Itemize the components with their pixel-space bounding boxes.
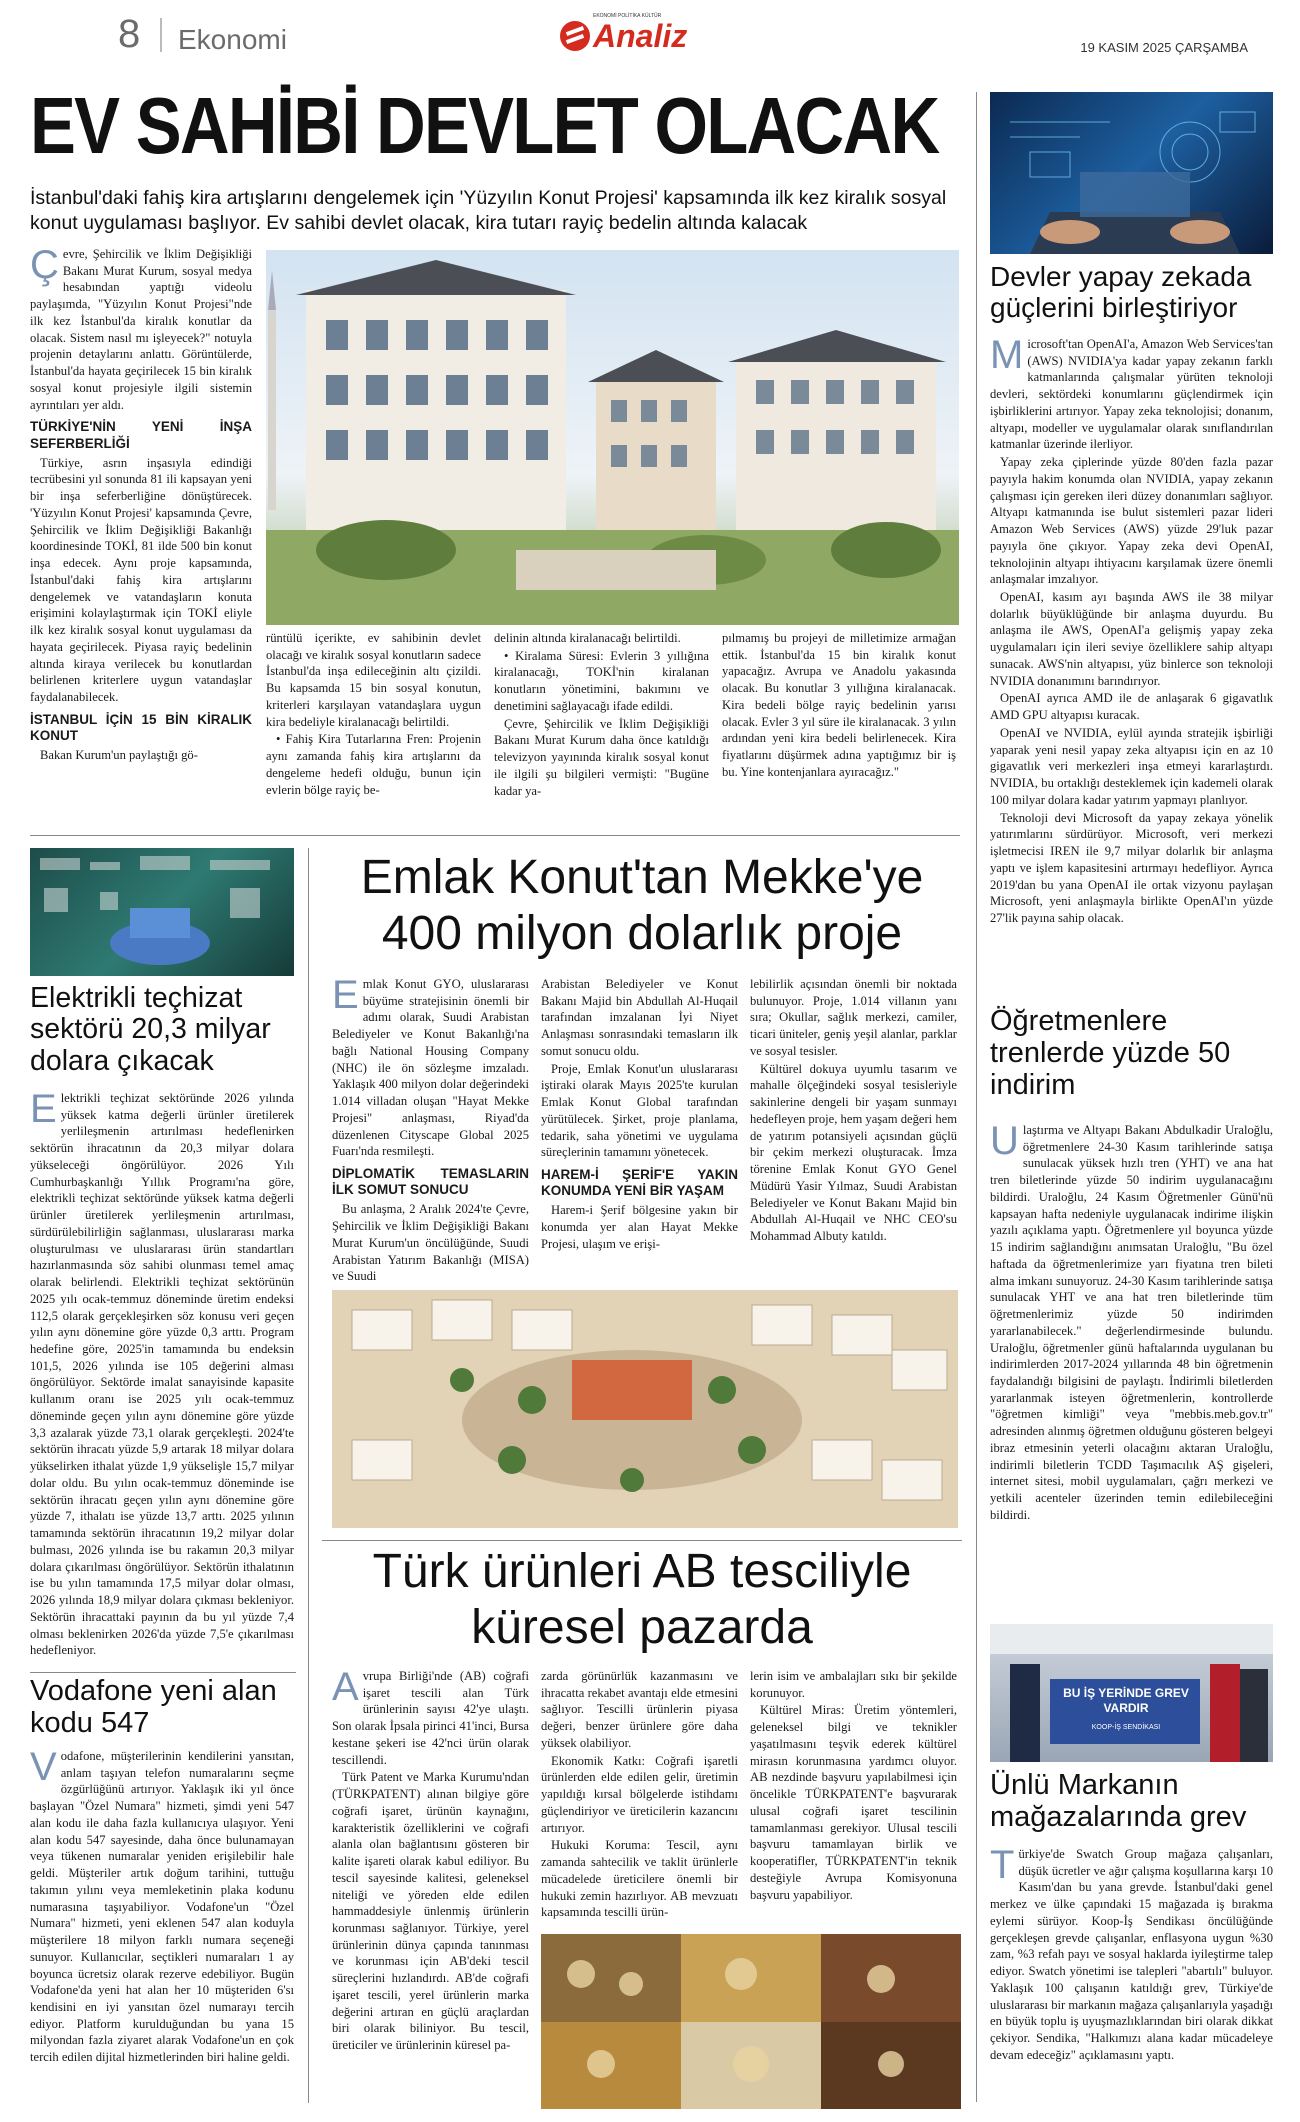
strike-sign-small: KOOP-İŞ SENDİKASI (1091, 1724, 1161, 1731)
electric-dropcap: E (30, 1087, 57, 1131)
strike-photo (990, 1624, 1273, 1762)
main-col3 (494, 630, 709, 800)
main-col1 (30, 243, 252, 765)
section-name: Ekonomi (178, 24, 287, 55)
divider-right-col (976, 92, 977, 2102)
strike-body (990, 1843, 1273, 2065)
teacher-headline: Öğretmenlere trenlerde yüzde 50 indirim (990, 1005, 1231, 1101)
strike-headline: Ünlü Markanın mağazalarında grev (990, 1769, 1247, 1833)
mecca-col3-p1: lebilirlik açısından önemli bir noktada bulunuyor. Proje, 1.014 villanın yanı sıra; Okullar, sağlık merkezi, camiler, ticari üniteler, geniş yeşil alanlar, parklar ve sosyal tesisler. (750, 977, 957, 1058)
mecca-col2-p1: Arabistan Belediyeler ve Konut Bakanı Majid bin Abdullah Al-Huqail tarafından imzalanan İyi Niyet Anlaşması sonrasındaki temasların ilk somut sonucu oldu. (541, 977, 738, 1058)
mecca-headline: Emlak Konut'tan Mekke'ye 400 milyon dolarlık proje (360, 851, 924, 960)
mecca-col1 (332, 973, 529, 1286)
food-products-photo (541, 1934, 961, 2109)
eu-col2-p1: zarda görünürlük kazanmasını ve ihracatta rekabet avantajı elde etmesini sağlıyor. Tescilli ürünlerin piyasa değeri, benzer ürünlere göre daha yüksek olabiliyor. (541, 1669, 738, 1750)
logo-mark-icon (560, 21, 590, 51)
mecca-col2-p3: Harem-i Şerif bölgesine yakın bir konumda yer alan Hayat Mekke Projesi, ulaşım ve erişi- (541, 1203, 738, 1251)
mecca-dropcap: E (332, 973, 359, 1017)
eu-headline: Türk ürünleri AB tesciliyle küresel pazarda (372, 1545, 912, 1654)
eu-col3-p2: Kültürel Miras: Üretim yöntemleri, geleneksel bilgi ve teknikler yaşatılmasını teşvik ederek kültürel mirasın korunmasına yardımcı oluyor. AB nezdinde başvuru yapılabilmesi için öncelikle TÜRKPATENT'e başvurarak ulusal coğrafi işaret tescilinin tamamlanması gerekiyor. Ulusal tescili başvuru tamamlayan birlik ve kooperatifler, TÜRKPATENT'in teknik desteğiyle Avrupa Komisyonuna başvuru yapabiliyor. (750, 1703, 957, 1902)
main-col4 (722, 630, 956, 782)
ai-p1: icrosoft'tan OpenAI'a, Amazon Web Services'tan (AWS) NVIDIA'ya kadar yapay zekanın farklı katmanlarında çalışmalar yürüten teknoloji devleri, sektördeki konumlarını güçlendirmek için işbirliklerini artırıyor. Yapay zeka teknolojisi; donanım, altyapı, modeller ve uygulamalar olarak sınıflandırılan katmanlar üzerinde ilerliyor. (990, 337, 1273, 452)
eu-col1-p1: vrupa Birliği'nde (AB) coğrafi işaret tescili alan Türk ürünlerinin sayısı 42'ye ulaştı. Son olarak İpsala pirinci 41'inci, Bursa kestane şekeri ise 42'nci ürün olarak tescillendi. (332, 1669, 529, 1767)
ai-p3: OpenAI, kasım ayı başında AWS ile 38 milyar dolarlık büyüklüğünde bir anlaşma duyurdu. Bu anlaşma ile AWS, OpenAI'a gelişmiş yapay zeka uygulamaları için ileri seviye özelliklere sahip altyapı sunacak. AWS'nin altyapısı, yüz binlerce son teknoloji NVIDIA donanımını barındırıyor. (990, 590, 1273, 688)
logo-text: Analiz (593, 18, 688, 54)
vodafone-headline: Vodafone yeni alan kodu 547 (30, 1675, 277, 1739)
main-deck: İstanbul'daki fahiş kira artışlarını dengelemek için 'Yüzyılın Konut Projesi' kapsamında ilk kez kiralık sosyal konut uygulaması başlıyor. Ev sahibi devlet olacak, kira tutarı rayiç bedelin altında kalacak (30, 187, 947, 234)
divider-left-col (308, 848, 309, 2103)
mecca-col1-p2: Bu anlaşma, 2 Aralık 2024'te Çevre, Şehircilik ve İklim Değişikliği Bakanı Murat Kurum'un öncülüğünde, Suudi Arabistan Yatırım Bakanlığı (MISA) ve Suudi (332, 1202, 529, 1284)
ai-laptop-photo (990, 92, 1273, 254)
main-col3-p1: delinin altında kiralanacağı belirtildi. (494, 631, 681, 645)
mecca-col2-p2: Proje, Emlak Konut'un uluslararası iştiraki olarak Mayıs 2025'te kurulan Emlak Konut Global tarafından yürütülecek. Şirket, proje planlama, tedarik, saha yönetimi ve uygulama süreçlerinin tamamını yönetecek. (541, 1061, 738, 1160)
eu-dropcap: A (332, 1665, 359, 1709)
mecca-subhead-1: DİPLOMATİK TEMASLARIN İLK SOMUT SONUCU (332, 1166, 529, 1198)
eu-col1-p2: Türk Patent ve Marka Kurumu'ndan (TÜRKPATENT) alınan bilgiye göre coğrafi işaret, ürünün kaynağını, karakteristik özelliklerini ve coğrafi alanla olan bağlantısını gösteren bir kalite işareti olarak kabul ediliyor. Bu tescil sayesinde kalitesi, geleneksel niteliği ve yöreden elde edilen hammaddesiyle ünlenmiş ürünlerin korunması sağlanıyor. Türkiye, yerel ürünlerinin dünya çapında tanınması ve korunması için AB'deki tescil süreçlerini hızlandırdı. AB'de coğrafi işaret tescili, yerel ürünlerin marka değerini artıran en güçlü araçlardan biri olarak biliniyor. Bu tescil, üreticiler ve ürünlerinin küresel pa- (332, 1770, 529, 2053)
main-dropcap: Ç (30, 243, 59, 287)
page-number: 8 (118, 12, 141, 56)
electronics-photo (30, 848, 294, 976)
strike-p1: ürkiye'de Swatch Group mağaza çalışanları, düşük ücretler ve ağır çalışma koşullarına karşı 10 Kasım'dan bu yana grevde. İstanbul'daki genel merkez ve ülke çapındaki 15 mağazada iş bırakma eylemi sürüyor. Koop-İş Sendikası öncülüğünde gerçekleşen grevde çalışanlar, enflasyona uygun %30 zam, %3 refah payı ve sosyal haklarda iyileştirme talep ediyor. Swatch yönetimi ise talepleri "abartılı" buluyor. Yaklaşık 100 çalışanın katıldığı grev, Türkiye'de uluslararası bir markanın mağaza çalışanlarıyla yaşadığı en büyük toplu iş uyuşmazlıklarından biri olarak dikkat çekiyor. Sendika, "Halkımızı alana kadar mücadeleye devam edeceğiz" açıklamasını yaptı. (990, 1847, 1273, 2062)
ai-headline: Devler yapay zekada güçlerini birleştiriyor (990, 261, 1252, 323)
divider-mecca-eu (322, 1540, 962, 1541)
teacher-body (990, 1119, 1273, 1525)
mecca-col1-p1: mlak Konut GYO, uluslararası büyüme stratejisinin önemli bir adımı olarak, Suudi Arabistan Belediyeler ve Konut Bakanlığı'na bağlı National Housing Company (NHC) ile ön sözleşme imzaladı. Yaklaşık 400 milyon dolar değerindeki 1.014 villadan oluşan "Hayat Mekke Projesi" anlaşması, Riyad'da düzenlenen Cityscape Global 2025 Fuarı'nda resmileşti. (332, 977, 529, 1159)
header-divider (160, 18, 162, 52)
mecca-col2 (541, 976, 738, 1254)
mecca-villas-photo (332, 1290, 958, 1528)
strike-dropcap: T (990, 1843, 1015, 1887)
strike-sign-text: BU İŞ YERİNDE GREV VARDIR (1063, 1686, 1189, 1715)
eu-col1 (332, 1665, 529, 2055)
main-col1-p1: evre, Şehircilik ve İklim Değişikliği Bakanı Murat Kurum, sosyal medya hesabından yaptığı videolu paylaşımda, "Yüzyılın Konut Projesi"nde ilk kez İstanbul'da kiralık konutlar da olacak. Sistem nasıl mı işleyecek?" notuyla projenin detaylarını anlattı. Görüntülerde, İstanbul'da hayata geçirilecek 15 bin kiralık sosyal konut projesiyle ilgili sistemin ayrıntıları yer aldı. (30, 247, 252, 412)
main-col3-p2: Çevre, Şehircilik ve İklim Değişikliği Bakanı Murat Kurum daha önce katıldığı televizyon yayınında kiralık sosyal konut ile ilgili şu bilgileri vermişti: "Bugüne kadar ya- (494, 716, 709, 798)
electric-headline: Elektrikli teçhizat sektörü 20,3 milyar dolara çıkacak (30, 982, 271, 1077)
eu-col2-p2: Ekonomik Katkı: Coğrafi işaretli ürünlerden elde edilen gelir, üretimin yapıldığı kırsal bölgelerde istihdamı güçlendiriyor ve üreticilerin kazancını artırıyor. (541, 1753, 738, 1835)
ai-body (990, 333, 1273, 928)
ai-p2: Yapay zeka çiplerinde yüzde 80'den fazla pazar payıyla hakim konumda olan NVIDIA, yapay zekanın çalışması için gereken ileri düzey donanımları sağlıyor. Altyapı katmanında ise bulut sistemleri pazar lideri Amazon Web Services (AWS) yüzde 29'luk pazar payıyla öne çıkıyor. Yapay zeka devi OpenAI, teknolojinin altyapı ihtiyacını karşılamak üzere önemli anlaşmalar imzalıyor. (990, 455, 1273, 587)
issue-date: 19 KASIM 2025 ÇARŞAMBA (1080, 40, 1248, 55)
ai-p6: Teknoloji devi Microsoft da yapay zekaya yönelik yatırımlarını sürdürüyor. Microsoft, veri merkezi işletmecisi IREN ile 9,7 milyar dolarlık bir anlaşma yaptı ve işlem kapasitesini artırmayı hedefliyor. Ayrıca 2019'dan bu yana OpenAI ile ortak vizyonu paylaşan Microsoft, yeni anlaşmayla birlikte OpenAI'ın yüzde 27'lik payına sahip olacak. (990, 810, 1273, 925)
main-col1-p3: Bakan Kurum'un paylaştığı gö- (40, 748, 198, 763)
divider-main (30, 835, 960, 836)
eu-col2 (541, 1668, 738, 1922)
mecca-col3 (750, 976, 957, 1246)
electric-body (30, 1087, 294, 1660)
vodafone-p1: odafone, müşterilerinin kendilerini yansıtan, anlam taşıyan telefon numaralarını seçme özgürlüğünü artırıyor. Yaklaşık iki yıl önce başlayan "Özel Numara" hizmeti, şimdi yeni 547 alan kodu ile daha fazla kullanıcıya ulaşıyor. Yeni alan kodu 547 sayesinde, daha önce bulunamayan veya tükenen numaralar yeniden erişilebilir hale geldi. Müşteriler artık doğum tarihini, tuttuğu takımın yılını veya memleketinin plaka kodunu numarasına taşıyabiliyor. Vodafone'un "Özel Numara" hizmeti, yeni eklenen 547 alan koduyla müşterilere 18 milyon farklı numara seçeneği sunuyor. Kullanıcılar, seçtikleri numaraları 1 ay boyunca ücretsiz olarak rezerve edebiliyor. Bugün Vodafone'da yeni hat alan her 10 müşteriden 6'sı kendisini en iyi yansıtan özel numarayı tercih ediyor. Platform kurulduğundan bu yana 15 milyondan fazla ziyaret alarak Vodafone'un en çok tercih edilen dijital hizmetlerinden biri haline geldi. (30, 1749, 294, 2065)
logo-small-text: EKONOMİ POLİTİKA KÜLTÜR (593, 13, 662, 19)
eu-col3-p1: lerin isim ve ambalajları sıkı bir şekilde korunuyor. (750, 1669, 957, 1700)
mecca-subhead-2: HAREM-İ ŞERİF'E YAKIN KONUMDA YENİ BİR YAŞAM (541, 1167, 738, 1199)
main-col2 (266, 630, 481, 799)
teacher-dropcap: U (990, 1119, 1019, 1163)
main-subhead-2: İSTANBUL İÇİN 15 BİN KİRALIK KONUT (30, 711, 252, 743)
vodafone-dropcap: V (30, 1745, 57, 1789)
vodafone-body (30, 1745, 294, 2067)
main-col1-p2: Türkiye, asrın inşasıyla edindiği tecrübesini yıl sonunda 81 ili kapsayan yeni bir inşa seferberliğine dönüştürecek. 'Yüzyılın Konut Projesi' kapsamında Çevre, Şehircilik ve İklim Değişikliği Bakanlığı koordinesinde TOKİ, 81 ilde 500 bin konut inşa edecek. Aynı proje kapsamında, İstanbul'daki fahiş kira artışlarını dengelemek ve vatandaşların konuta erişimini kolaylaştırmak için TOKİ eliyle ilk kez kiralık sosyal konut uygulaması da hayata geçirilecek. Piyasa rayiç bedelinin altında kiraya verilecek bu konutlardan belirlenen kriterlere uygun vatandaşlar faydalanabilecek. (30, 455, 252, 704)
ai-dropcap: M (990, 333, 1024, 377)
main-headline: EV SAHİBİ DEVLET OLACAK (30, 81, 939, 170)
main-col4-p1: pılmamış bu projeyi de milletimize armağan ettik. İstanbul'da 15 bin kiralık konut yapacağız. Avrupa ve Anadolu yakasında olacak. Bu konutlar 3 yıllığına kiralanacak. Kira bedeli bölge rayiç bedelinin yarısı olacak. Evler 3 yıl süre ile kiralanacak. 3 yılın ardından yeni kira bedeli belirlenecek. Kira fiyatlarını düşürmek adına yaptığımız bir iş bu. Yine kontenjanlara ayıracağız." (722, 631, 956, 779)
ai-p5: OpenAI ve NVIDIA, eylül ayında stratejik işbirliği yaparak yeni nesil yapay zeka altyapısı için en az 10 gigavatlık veri merkezleri inşa etmeyi kararlaştırdı. NVIDIA, bu ortaklığı desteklemek için kademeli olarak 100 milyar dolara kadar yatırım yapmayı planlıyor. (990, 725, 1273, 807)
mecca-col3-p2: Kültürel dokuya uyumlu tasarım ve mahalle ölçeğindeki sosyal tesisleriyle sakinlerine dengeli bir yaşam sunmayı hedefleyen proje, hem yaşam değeri hem de yatırım potansiyeli açısından güçlü bir çekim merkezi oluşturacak. İmza törenine Emlak Konut GYO Genel Müdürü Yasir Yılmaz, Suudi Arabistan Belediyeler ve Konut Bakanı Majid bin Abdullah Al-Huqail ve NHC CEO'su Mohammad Albuty katıldı. (750, 1061, 958, 1244)
masthead-logo (560, 13, 688, 54)
main-col3-bullet: • Kiralama Süresi: Evlerin 3 yıllığına kiralanacağı, TOKİ'nin kiralanan konutların yönetimini, bakımını ve denetimini sağlayacağı ifade edildi. (494, 648, 709, 713)
teacher-p1: laştırma ve Altyapı Bakanı Abdulkadir Uraloğlu, öğretmenlere 24-30 Kasım tarihlerinde satışa sunulacak yüksek hızlı tren (YHT) ve ana hat tren biletlerinde yüzde 50 indirim uygulanacağını bildirdi. Uraloğlu, 24 Kasım Öğretmenler Günü'nü kapsayan hafta nedeniyle uygulanacak indirime ilişkin yazılı açıklama yaptı. Öğretmenlere yıl boyunca yüzde 15 indirim sağlandığını anımsatan Uraloğlu, "Bu özel haftada da öğretmenlerimize yarı fiyatına tren bileti alma imkanı sunuyoruz. 24-30 Kasım tarihlerinde satışa sunulacak YHT ve ana hat tren biletlerinde tüm öğretmenlerimiz yüzde 50 indirimden yararlanabilecek." değerlendirmesinde bulundu. Uraloğlu, öğretmenler günü haftalarında uygulanan bu indirimlerden 2017-2024 yıllarında 48 bin öğretmenin faydalandığı bilgisini de paylaştı. İndirimli biletlerden yararlanmak isteyen öğretmenlerin, kontrollerde "öğretmen kimliği" veya "mebbis.meb.gov.tr" adresinden alınmış öğretmen olduğunu gösteren belgeyi ibraz etmesinin yeterli olacağını aktaran Uraloğlu, indirimli biletlerin TCDD Taşımacılık AŞ gişeleri, internet sitesi, mobil uygulamaları, çağrı merkezi ve yetkili acenteler üzerinden temin edilebileceğini bildirdi. (990, 1123, 1273, 1522)
ai-p4: OpenAI ayrıca AMD ile de anlaşarak 6 gigavatlık AMD GPU altyapısı kuracak. (990, 691, 1273, 723)
eu-col3 (750, 1668, 957, 1904)
main-col2-bullet: • Fahiş Kira Tutarlarına Fren: Projenin aynı zamanda fahiş kira artışlarını da dengeleme hedefi olduğu, bunun için evlerin bölge rayiç be- (266, 732, 481, 797)
main-col2-p1: rüntülü içerikte, ev sahibinin devlet olacağı ve kiralık sosyal konutların sadece İstanbul'da inşa edileceğinin altı çizildi. Bu kapsamda 15 bin sosyal konutun, kriterleri karşılayan vatandaşlara uygun kira bedeliyle kiralanacağı belirtildi. (266, 631, 481, 729)
main-subhead-1: TÜRKİYE'NİN YENİ İNŞA SEFERBERLİĞİ (30, 419, 252, 451)
divider-electric-vodafone (30, 1672, 296, 1673)
eu-col2-p3: Hukuki Koruma: Tescil, aynı zamanda sahtecilik ve taklit ürünlerle mücadelede üreticilere önemli bir hukuki zemin hazırlıyor. AB mevzuatı kapsamında tescilli ürün- (541, 1838, 738, 1920)
housing-project-photo (266, 250, 959, 625)
electric-p1: lektrikli teçhizat sektöründe 2026 yılında yüksek katma değerli ürünler üretilerek yerlileşmenin artırılması hedeflenirken sektörün ihracatının da 20,3 milyar dolara yükseleceği öngörülüyor. 2026 Yılı Cumhurbaşkanlığı Yıllık Programı'na göre, elektrikli teçhizat sektöründe yüksek katma değerli ürünler üretilerek yerlileşmenin artırılması, sürdürülebilirliğin sağlanması, uluslararası marka oluşturulması ve uluslararası ürün standartları hazırlanmasında söz sahibi olunması temel amaç olarak belirlendi. Elektrikli teçhizat sektörünün 2025 yılı ocak-temmuz döneminde üretim endeksi 112,5 olarak gerçekleşirken söz konusu veri geçen yılın aynı dönemine göre yüzde 0,3 arttı. Program hedefine göre, 2025'in tamamında bu endeksin 101,5, 2026 yılında ise 105 değerini alması öngörülüyor. Sektörde imalat sanayisinde kapasite kullanım oranı ise 2025 yılı ocak-temmuz döneminde geçen yılın aynı dönemine göre yüzde 3,3 azalarak yüzde 73,1 olarak gerçekleşti. 2024'te sektörün ihracatı yüzde 5,9 artarak 18 milyar dolara yükselirken ithalat yüzde 1,9 yükselişle 15,7 milyar dolar oldu. Bu yılın ocak-temmuz döneminde ise sektörün ihracatı geçen yılın aynı dönemine göre yüzde 7, ithalatı ise yüzde 13,7 arttı. 2025 yılının tamamında sektörün ihracatının 19,2 milyar dolar bulması, 2026 yılında ise bu rakamın 20,3 milyar dolara çıkarılması öngörülüyor. Sektörün ithalatının ise bu yılın tamamında 17,5 milyar dolar olması, 2026 yılında 18,9 milyar dolara çıkması bekleniyor. Sektörün ihracattaki payının da bu yıl yüzde 7,4 olması beklenirken 2026'da yüzde 7,5'e çıkarılması hedefleniyor. (30, 1091, 294, 1658)
